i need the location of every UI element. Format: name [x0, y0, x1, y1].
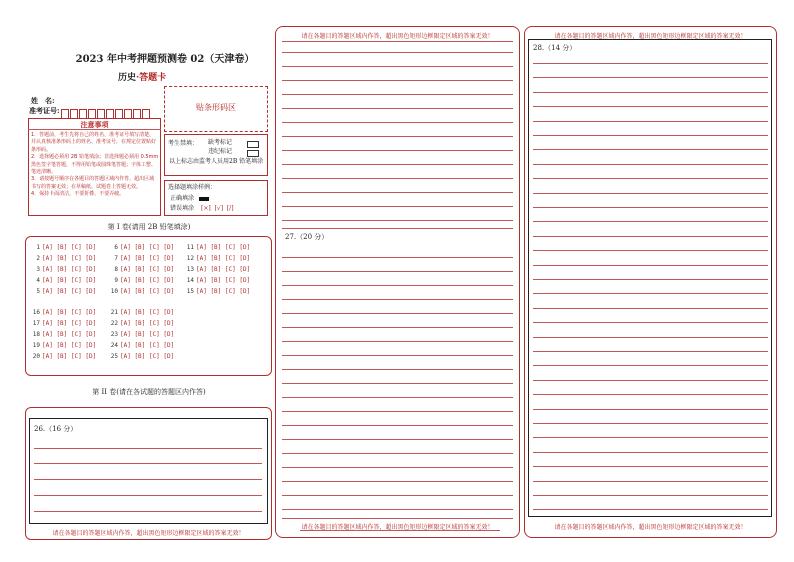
choice-row[interactable]: 1 [A] [B] [C] [D]	[36, 244, 97, 251]
answer-line	[533, 121, 768, 122]
part1-title: 第 I 卷(请用 2B 铅笔填涂)	[107, 223, 191, 231]
q28-label: 28.（14 分）	[533, 44, 577, 52]
answer-line	[533, 423, 768, 424]
choice-row[interactable]: 25 [A] [B] [C] [D]	[110, 353, 175, 360]
barcode-label: 贴条形码区	[196, 103, 236, 112]
answer-line	[282, 94, 513, 95]
notice-item: 1．答题前，考生先将自己的姓名，准考证号填写清楚，并认真核准条形码上的姓名、准考证号，在规定位置贴好条形码。	[31, 132, 157, 153]
answer-line	[282, 411, 513, 412]
answer-line	[282, 257, 513, 258]
answer-line	[282, 80, 513, 81]
answer-line	[533, 164, 768, 165]
choice-row[interactable]: 14 [A] [B] [C] [D]	[186, 277, 251, 284]
choice-row[interactable]: 23 [A] [B] [C] [D]	[110, 331, 175, 338]
answer-line	[533, 409, 768, 410]
answer-line	[282, 52, 513, 53]
answer-line	[533, 193, 768, 194]
answer-line	[533, 207, 768, 208]
answer-line	[282, 355, 513, 356]
answer-line	[533, 250, 768, 251]
answer-line	[282, 383, 513, 384]
subject-label: 历史	[118, 73, 137, 83]
choice-row[interactable]: 20 [A] [B] [C] [D]	[32, 353, 97, 360]
choice-row[interactable]: 17 [A] [B] [C] [D]	[32, 320, 97, 327]
answer-line	[533, 293, 768, 294]
answer-line	[533, 337, 768, 338]
wrong-fill-label: 错误填涂	[170, 205, 195, 212]
boundary-warning: 请在各题目的答题区域内作答，超出黑色矩形边框限定区域的答案无效！	[301, 33, 494, 40]
answer-line	[533, 322, 768, 323]
answer-line	[282, 192, 513, 193]
answer-line	[34, 448, 262, 449]
answer-line	[533, 495, 768, 496]
answer-line	[282, 206, 513, 207]
region-divider	[300, 530, 500, 531]
boundary-warning: 请在各题目的答题区域内作答，超出黑色矩形边框限定区域的答案无效！	[554, 33, 747, 40]
subject-line	[118, 70, 166, 83]
fill-sample-title: 选择题填涂样例：	[168, 184, 217, 191]
answer-line	[533, 509, 768, 510]
answer-line	[533, 265, 768, 266]
answer-line	[282, 178, 513, 179]
exam-title: 2023 年中考押题预测卷 02（天津卷）	[75, 54, 255, 65]
choice-row[interactable]: 4 [A] [B] [C] [D]	[36, 277, 97, 284]
region-divider	[282, 41, 513, 42]
answer-line	[533, 394, 768, 395]
violation-mark-box[interactable]	[247, 150, 259, 157]
answer-line	[533, 365, 768, 366]
answer-line	[282, 453, 513, 454]
choice-row[interactable]: 13 [A] [B] [C] [D]	[186, 266, 251, 273]
choice-row[interactable]: 9 [A] [B] [C] [D]	[114, 277, 175, 284]
choice-row[interactable]: 12 [A] [B] [C] [D]	[186, 255, 251, 262]
answer-line	[34, 511, 262, 512]
id-label: 准考证号:	[29, 106, 60, 115]
choice-row[interactable]: 7 [A] [B] [C] [D]	[114, 255, 175, 262]
answer-line	[282, 327, 513, 328]
answer-line	[282, 481, 513, 482]
answer-line	[282, 271, 513, 272]
answer-line	[533, 221, 768, 222]
answer-line	[533, 380, 768, 381]
choice-row[interactable]: 15 [A] [B] [C] [D]	[186, 288, 251, 295]
q26-label: 26.（16 分）	[34, 425, 78, 433]
answer-line	[533, 178, 768, 179]
candidate-note: 以上标志由监考人员用2B 铅笔填涂	[169, 158, 264, 165]
boundary-warning: 请在各题目的答题区域内作答，超出黑色矩形边框限定区域的答案无效！	[554, 524, 747, 531]
answer-line	[282, 122, 513, 123]
answer-line	[533, 149, 768, 150]
middle-answer-frame[interactable]	[275, 26, 520, 538]
answer-line	[34, 495, 262, 496]
answer-line	[282, 425, 513, 426]
answer-line	[282, 136, 513, 137]
region-divider	[282, 518, 513, 519]
choice-row[interactable]: 21 [A] [B] [C] [D]	[110, 309, 175, 316]
region-divider	[282, 228, 513, 229]
answer-line	[533, 437, 768, 438]
choice-row[interactable]: 3 [A] [B] [C] [D]	[36, 266, 97, 273]
notice-item: 2．选择题必须用 2B 铅笔填涂；非选择题必须用 0.5mm 黑色签字笔答题，不得用铅笔或圆珠笔答题；字体工整、笔迹清晰。	[31, 154, 159, 176]
correct-fill-mark	[199, 197, 209, 201]
answer-line	[282, 108, 513, 109]
choice-row[interactable]: 18 [A] [B] [C] [D]	[32, 331, 97, 338]
answer-line	[282, 495, 513, 496]
answer-line	[533, 63, 768, 64]
notice-list	[31, 132, 159, 199]
answer-line	[282, 150, 513, 151]
answer-sheet-label: 答题卡	[139, 73, 167, 83]
subject-dot: ·	[136, 73, 140, 83]
answer-line	[533, 452, 768, 453]
boundary-warning: 请在各题目的答题区域内作答，超出黑色矩形边框限定区域的答案无效！	[52, 530, 245, 537]
answer-line	[533, 466, 768, 467]
answer-line	[533, 135, 768, 136]
boundary-warning: 请在各题目的答题区域内作答，超出黑色矩形边框限定区域的答案无效！	[301, 524, 494, 531]
violation-mark-label: 违纪标记	[208, 148, 233, 155]
answer-line	[282, 285, 513, 286]
answer-line	[282, 369, 513, 370]
answer-line	[533, 481, 768, 482]
notice-divider	[28, 129, 161, 130]
answer-line	[533, 236, 768, 237]
answer-line	[282, 164, 513, 165]
q28-answer-box[interactable]	[528, 39, 772, 517]
answer-line	[533, 279, 768, 280]
answer-line	[533, 351, 768, 352]
notice-item: 3．请按题号顺序在各题目的答题区域内作答，超出区域书写的答案无效；在草稿纸、试题卷上答题无效。	[31, 176, 155, 190]
choice-row[interactable]: 6 [A] [B] [C] [D]	[114, 244, 175, 251]
answer-line	[282, 341, 513, 342]
choice-row[interactable]: 11 [A] [B] [C] [D]	[186, 244, 251, 251]
choice-row[interactable]: 2 [A] [B] [C] [D]	[36, 255, 97, 262]
answer-line	[533, 77, 768, 78]
correct-fill-label: 正确填涂	[170, 195, 195, 202]
choice-row[interactable]: 5 [A] [B] [C] [D]	[36, 288, 97, 295]
choice-row[interactable]: 16 [A] [B] [C] [D]	[32, 309, 97, 316]
answer-line	[282, 66, 513, 67]
name-label: 姓 名:	[31, 96, 55, 105]
answer-line	[533, 308, 768, 309]
choice-row[interactable]: 19 [A] [B] [C] [D]	[32, 342, 97, 349]
notice-item: 4．保持卡面清洁，不要折叠、不要弄破。	[31, 191, 125, 198]
answer-line	[282, 509, 513, 510]
answer-line	[34, 463, 262, 464]
answer-line	[282, 220, 513, 221]
answer-line	[282, 439, 513, 440]
q27-label: 27.（20 分）	[285, 233, 329, 241]
answer-line	[533, 106, 768, 107]
answer-line	[282, 313, 513, 314]
notice-title: 注意事项	[80, 120, 109, 129]
part2-title: 第 II 卷(请在各试题的答题区内作答)	[92, 388, 206, 396]
wrong-fill-marks: [×] [√] [/]	[201, 205, 234, 212]
choice-row[interactable]: 24 [A] [B] [C] [D]	[110, 342, 175, 349]
answer-line	[282, 467, 513, 468]
absent-mark-label: 缺考标记	[208, 139, 233, 146]
answer-line	[282, 299, 513, 300]
absent-mark-box[interactable]	[247, 141, 259, 148]
choice-row[interactable]: 22 [A] [B] [C] [D]	[110, 320, 175, 327]
choice-row[interactable]: 10 [A] [B] [C] [D]	[110, 288, 175, 295]
candidate-label: 考生禁填：	[168, 140, 199, 147]
answer-line	[533, 92, 768, 93]
answer-line	[34, 479, 262, 480]
answer-line	[282, 397, 513, 398]
choice-row[interactable]: 8 [A] [B] [C] [D]	[114, 266, 175, 273]
